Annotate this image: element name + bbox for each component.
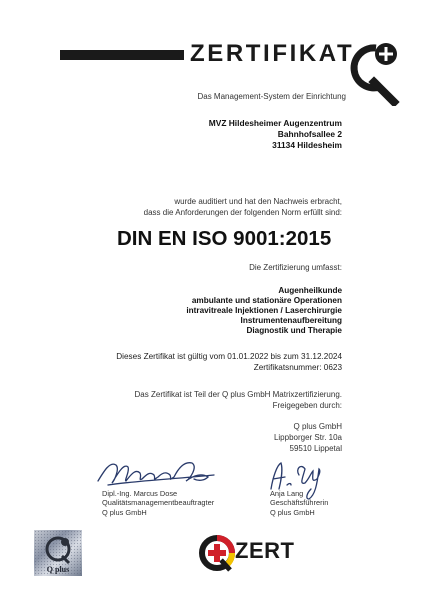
organization-city: 31134 Hildesheim [272, 140, 342, 150]
seal-text: Q plus [46, 565, 70, 574]
audit-statement [144, 196, 342, 218]
matrix-line-1: Das Zertifikat ist Teil der Q plus GmbH Matrixzertifizierung. [134, 390, 342, 399]
matrix-line-2: Freigegeben durch: [272, 401, 342, 410]
issuer-city: 59510 Lippetal [289, 444, 342, 453]
validity-block [116, 351, 342, 373]
signature-left-icon [94, 451, 218, 491]
q-plus-logo-icon [350, 36, 402, 106]
scope-item: intravitreale Injektionen / Laserchirurgie [186, 306, 342, 315]
signatory-left-role: Qualitätsmanagementbeauftragter [102, 498, 215, 508]
organization-street: Bahnhofsallee 2 [277, 129, 342, 139]
certificate-number: Zertifikatsnummer: 0623 [253, 363, 342, 372]
hologram-seal-icon [34, 530, 82, 576]
organization-address [209, 118, 342, 151]
signatory-left-company: Q plus GmbH [102, 507, 147, 517]
issuer-address [274, 421, 342, 454]
norm-title: DIN EN ISO 9001:2015 [117, 227, 332, 250]
signatory-right-company: Q plus GmbH [270, 507, 315, 517]
signatory-right [270, 489, 328, 517]
issuer-name: Q plus GmbH [293, 422, 342, 431]
audit-line-2: dass die Anforderungen der folgenden Norm erfüllt sind: [143, 208, 342, 217]
signatory-left-name: Dipl.-Ing. Marcus Dose [102, 489, 178, 498]
zert-logo-text: ZERT [235, 538, 295, 563]
certificate-title: ZERTIFIKAT [190, 40, 355, 67]
validity-period: Dieses Zertifikat ist gültig vom 01.01.2022 bis zum 31.12.2024 [116, 352, 342, 361]
scope-item: Diagnostik und Therapie [246, 326, 342, 335]
scope-label: Die Zertifizierung umfasst: [249, 263, 342, 272]
organization-name: MVZ Hildesheimer Augenzentrum [208, 118, 342, 128]
matrix-statement [135, 389, 342, 411]
scope-item: Instrumentenaufbereitung [240, 316, 342, 325]
audit-line-1: wurde auditiert und hat den Nachweis erbracht, [174, 197, 342, 206]
scope-list [186, 286, 342, 336]
scope-item: ambulante und stationäre Operationen [191, 296, 342, 305]
signatory-left [102, 489, 214, 517]
header-bar [60, 50, 184, 60]
issuer-street: Lippborger Str. 10a [273, 433, 342, 442]
signatory-right-name: Anja Lang [270, 489, 304, 498]
header-subtitle: Das Management-System der Einrichtung [197, 92, 346, 101]
signatory-right-role: Geschäftsführerin [270, 498, 329, 508]
scope-item: Augenheilkunde [278, 286, 342, 295]
